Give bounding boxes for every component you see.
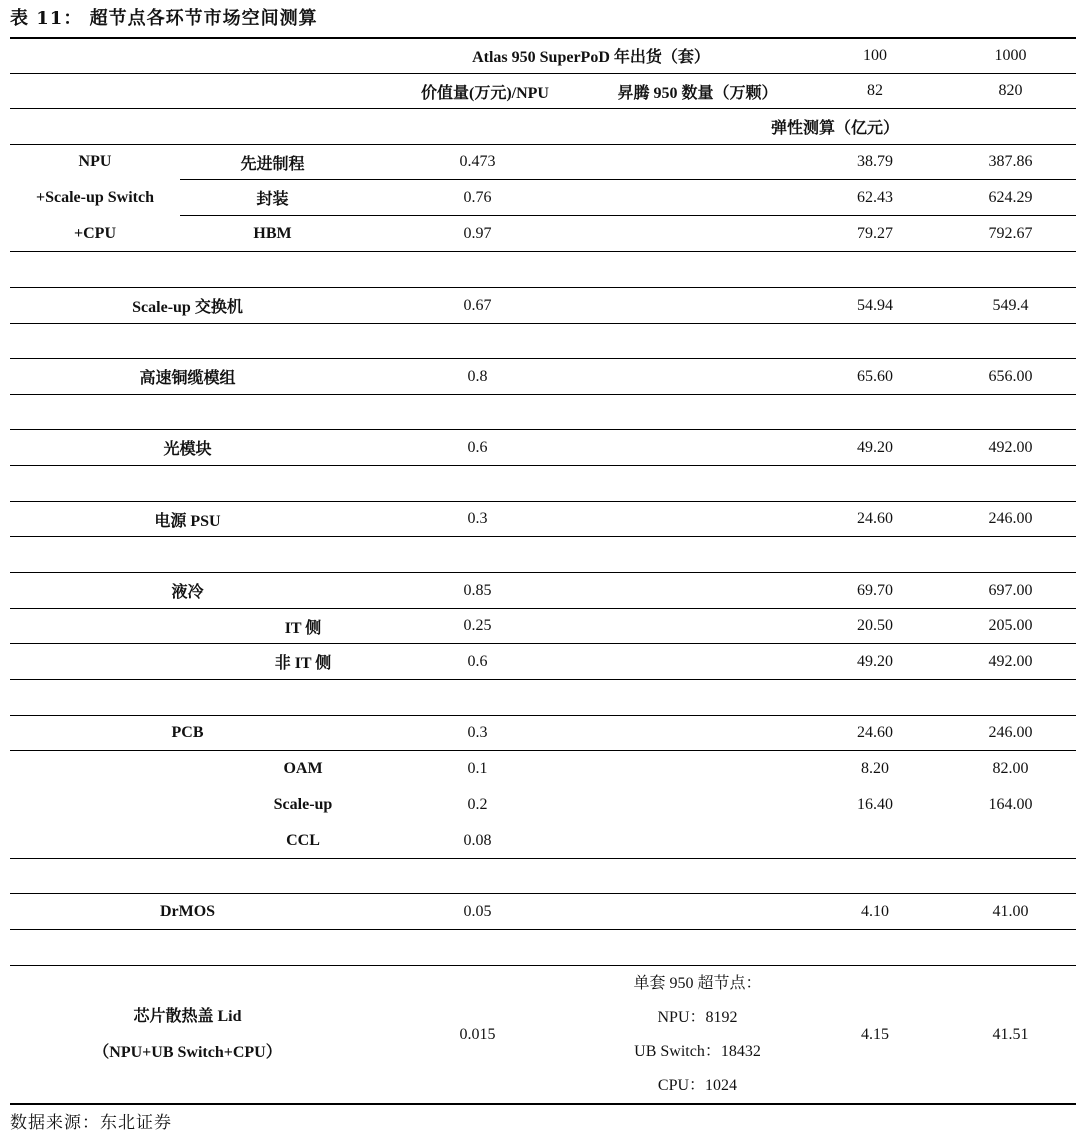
row-v100: 62.43 <box>857 188 893 206</box>
lid-name-line: （NPU+UB Switch+CPU） <box>93 1043 282 1061</box>
row-name <box>10 966 365 1103</box>
npu-label-line: +CPU <box>74 225 116 242</box>
table-row <box>10 609 1076 643</box>
row-v1000: 549.4 <box>992 296 1029 314</box>
row-v100: 4.15 <box>861 1025 889 1043</box>
row-name: DrMOS <box>159 902 216 920</box>
header-shipments-row <box>10 38 1076 73</box>
rule <box>10 536 1076 537</box>
row-v100: 20.50 <box>857 617 893 634</box>
row-v1000: 164.00 <box>988 796 1033 813</box>
row-v1000: 624.29 <box>988 188 1033 206</box>
row-name: 电源 PSU <box>154 512 221 530</box>
rule <box>10 465 1076 466</box>
row-name: 先进制程 <box>240 155 305 173</box>
row-v100: 49.20 <box>857 652 893 670</box>
row-v100: 69.70 <box>857 581 893 599</box>
rule-bottom <box>10 1103 1076 1105</box>
table-row <box>10 644 1076 679</box>
row-name: 封装 <box>256 191 289 208</box>
lid-note: NPU：8192 <box>657 1008 738 1026</box>
row-value: 0.25 <box>463 617 492 634</box>
value-per-npu-label: 价值量(万元)/NPU <box>421 84 549 102</box>
row-v100: 49.20 <box>857 438 893 456</box>
table-row <box>10 288 1076 323</box>
row-value: 0.67 <box>463 296 492 314</box>
row-value: 0.3 <box>467 510 488 527</box>
table-row <box>10 716 1076 750</box>
table-row-lid <box>10 966 1076 1103</box>
elastic-label: 弹性测算（亿元） <box>770 120 899 137</box>
row-value: 0.6 <box>467 652 488 670</box>
row-name: Scale-up <box>273 796 333 813</box>
rule <box>10 929 1076 930</box>
row-value: 0.2 <box>467 796 488 813</box>
table-row <box>10 180 1076 215</box>
lid-name-line: 芯片散热盖 Lid <box>133 1007 242 1025</box>
table-title: 表 11： 超节点各环节市场空间测算 <box>10 8 318 29</box>
row-v1000: 697.00 <box>988 581 1033 599</box>
row-name: HBM <box>253 224 292 242</box>
ascend-count-100: 82 <box>867 82 883 99</box>
row-v1000: 492.00 <box>988 652 1033 670</box>
row-v1000: 41.51 <box>992 1025 1029 1043</box>
lid-notes <box>590 966 805 1103</box>
row-name: OAM <box>283 760 323 777</box>
row-value: 0.97 <box>463 224 492 242</box>
table-row <box>10 145 1076 179</box>
row-v100: 24.60 <box>857 724 893 741</box>
row-v100: 8.20 <box>861 760 889 777</box>
npu-label-line: +Scale-up Switch <box>35 189 154 206</box>
row-v1000: 387.86 <box>988 153 1033 170</box>
row-v100: 54.94 <box>857 296 893 314</box>
data-source: 数据来源：东北证券 <box>10 1113 172 1133</box>
row-v100: 16.40 <box>857 796 893 813</box>
row-v100: 79.27 <box>857 224 893 242</box>
shipments-1000: 1000 <box>994 46 1027 64</box>
row-v1000: 205.00 <box>988 617 1033 634</box>
row-name: 非 IT 侧 <box>274 655 332 672</box>
table-row <box>10 573 1076 608</box>
row-name: 液冷 <box>171 584 204 601</box>
row-value: 0.1 <box>467 760 488 777</box>
table-row <box>10 359 1076 394</box>
row-v100: 24.60 <box>857 510 893 527</box>
row-name: CCL <box>286 831 320 849</box>
row-v1000: 246.00 <box>988 510 1033 527</box>
table-row <box>10 502 1076 536</box>
table-row <box>10 894 1076 929</box>
table-row <box>10 430 1076 465</box>
row-value: 0.473 <box>459 153 496 170</box>
header-elastic-row <box>10 109 1076 144</box>
row-v1000: 246.00 <box>988 724 1033 741</box>
lid-note: CPU：1024 <box>657 1076 738 1094</box>
ascend-count-label: 昇腾 950 数量（万颗） <box>617 84 778 102</box>
row-v1000: 492.00 <box>988 438 1033 456</box>
row-value: 0.76 <box>463 188 492 206</box>
header-ascend-row <box>10 74 1076 108</box>
row-value: 0.8 <box>467 367 488 385</box>
lid-note: UB Switch：18432 <box>634 1042 761 1060</box>
row-value: 0.3 <box>467 724 488 741</box>
row-value: 0.05 <box>463 902 492 920</box>
row-value: 0.015 <box>459 1025 496 1043</box>
lid-note: 单套 950 超节点： <box>633 974 762 992</box>
ascend-count-1000: 820 <box>998 82 1023 99</box>
rule <box>10 679 1076 680</box>
row-v100: 4.10 <box>861 902 889 920</box>
row-name: 高速铜缆模组 <box>139 370 236 387</box>
shipments-100: 100 <box>863 46 887 64</box>
row-v1000 <box>945 823 1076 858</box>
rule <box>10 394 1076 395</box>
row-value: 0.6 <box>467 438 488 456</box>
row-name: IT 侧 <box>284 619 322 637</box>
row-name: PCB <box>171 724 204 741</box>
row-v100 <box>805 823 945 858</box>
row-name: 光模块 <box>163 441 212 458</box>
table-row <box>10 216 1076 251</box>
row-value: 0.85 <box>463 581 492 599</box>
rule <box>10 251 1076 252</box>
row-v1000: 41.00 <box>992 902 1029 920</box>
row-v100: 38.79 <box>857 153 893 170</box>
table-row <box>10 787 1076 823</box>
table-row <box>10 823 1076 858</box>
rule <box>10 323 1076 324</box>
table-row <box>10 751 1076 787</box>
row-v1000: 792.67 <box>988 224 1033 242</box>
row-v1000: 82.00 <box>992 760 1029 777</box>
row-name: Scale-up 交换机 <box>132 299 243 316</box>
shipments-label: Atlas 950 SuperPoD 年出货（套） <box>472 49 710 66</box>
row-value: 0.08 <box>463 831 492 849</box>
npu-label-line: NPU <box>78 153 112 170</box>
row-v100: 65.60 <box>857 367 893 385</box>
rule <box>10 858 1076 859</box>
row-v1000: 656.00 <box>988 367 1033 385</box>
